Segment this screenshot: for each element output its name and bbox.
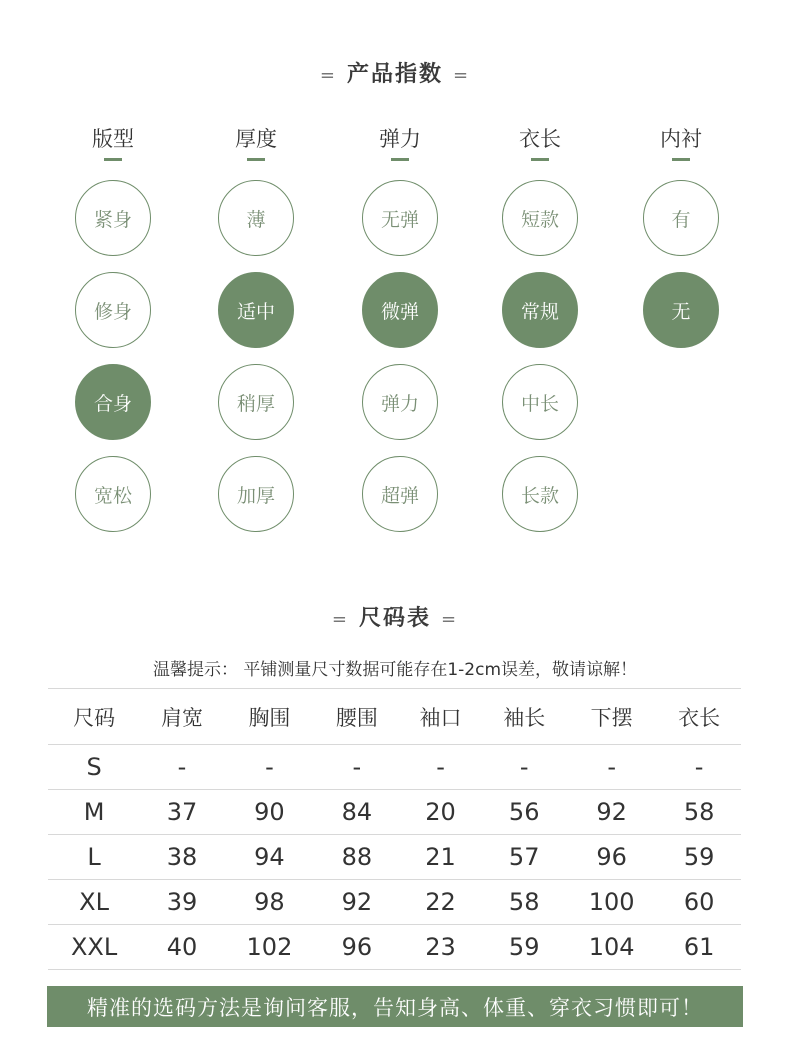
- title-deco-right: =: [453, 65, 471, 86]
- size-chart-title: [0, 601, 790, 632]
- measurement-cell: 92: [566, 790, 657, 835]
- product-index-title: [0, 57, 790, 88]
- title-deco-left: =: [331, 609, 349, 630]
- title-deco-left: =: [319, 65, 337, 86]
- column-header-underline: [247, 158, 265, 161]
- index-option-selected: 无: [643, 272, 719, 348]
- measurement-cell: 39: [140, 880, 224, 925]
- size-table-header-cell: 胸围: [224, 689, 315, 745]
- size-table-header-cell: 下摆: [566, 689, 657, 745]
- measurement-cell: 59: [482, 925, 566, 970]
- size-table: [48, 688, 741, 970]
- measurement-cell: 20: [399, 790, 483, 835]
- measurement-cell: 92: [315, 880, 399, 925]
- index-option: 稍厚: [218, 364, 294, 440]
- table-row: [48, 745, 741, 790]
- size-chart-title-text: 尺码表: [358, 606, 431, 631]
- measurement-cell: 58: [482, 880, 566, 925]
- measurement-cell: 100: [566, 880, 657, 925]
- column-header-underline: [391, 158, 409, 161]
- measurement-cell: 58: [657, 790, 741, 835]
- table-row: [48, 790, 741, 835]
- index-option: 加厚: [218, 456, 294, 532]
- index-option: 宽松: [75, 456, 151, 532]
- size-label-cell: M: [48, 790, 140, 835]
- measurement-cell: 59: [657, 835, 741, 880]
- measurement-cell: -: [657, 745, 741, 790]
- index-column-header: 弹力: [379, 127, 421, 151]
- table-row: [48, 880, 741, 925]
- size-table-header-cell: 肩宽: [140, 689, 224, 745]
- measurement-cell: 21: [399, 835, 483, 880]
- size-table-body: [48, 745, 741, 970]
- measurement-cell: 94: [224, 835, 315, 880]
- measurement-cell: 104: [566, 925, 657, 970]
- index-option: 弹力: [362, 364, 438, 440]
- measurement-cell: 60: [657, 880, 741, 925]
- table-row: [48, 835, 741, 880]
- index-option: 短款: [502, 180, 578, 256]
- measurement-cell: 96: [315, 925, 399, 970]
- measurement-cell: -: [566, 745, 657, 790]
- measurement-cell: 22: [399, 880, 483, 925]
- measurement-cell: -: [140, 745, 224, 790]
- measurement-cell: -: [315, 745, 399, 790]
- size-table-header-cell: 腰围: [315, 689, 399, 745]
- measurement-cell: 88: [315, 835, 399, 880]
- column-header-underline: [104, 158, 122, 161]
- measurement-cell: 23: [399, 925, 483, 970]
- measurement-cell: 102: [224, 925, 315, 970]
- index-option: 有: [643, 180, 719, 256]
- measurement-cell: -: [224, 745, 315, 790]
- column-header-underline: [672, 158, 690, 161]
- title-deco-right: =: [441, 609, 459, 630]
- index-option-selected: 合身: [75, 364, 151, 440]
- measurement-cell: -: [482, 745, 566, 790]
- index-option: 紧身: [75, 180, 151, 256]
- measurement-cell: 56: [482, 790, 566, 835]
- measurement-cell: 37: [140, 790, 224, 835]
- size-table-header-cell: 袖长: [482, 689, 566, 745]
- table-row: [48, 925, 741, 970]
- index-option: 超弹: [362, 456, 438, 532]
- index-column-header: 版型: [92, 127, 134, 151]
- index-option: 中长: [502, 364, 578, 440]
- index-option-selected: 常规: [502, 272, 578, 348]
- measurement-cell: 57: [482, 835, 566, 880]
- index-column-header: 衣长: [519, 127, 561, 151]
- index-option-selected: 微弹: [362, 272, 438, 348]
- column-header-underline: [531, 158, 549, 161]
- size-label-cell: S: [48, 745, 140, 790]
- index-column-header: 内衬: [660, 127, 702, 151]
- measurement-cell: -: [399, 745, 483, 790]
- measurement-cell: 90: [224, 790, 315, 835]
- size-table-header-cell: 袖口: [399, 689, 483, 745]
- index-column-header: 厚度: [235, 127, 277, 151]
- measurement-cell: 61: [657, 925, 741, 970]
- measurement-cell: 84: [315, 790, 399, 835]
- size-table-header-row: [48, 689, 741, 745]
- footer-note: 精准的选码方法是询问客服，告知身高、体重、穿衣习惯即可！: [47, 986, 743, 1027]
- size-table-header-cell: 尺码: [48, 689, 140, 745]
- index-option-selected: 适中: [218, 272, 294, 348]
- size-table-header-cell: 衣长: [657, 689, 741, 745]
- size-label-cell: XXL: [48, 925, 140, 970]
- measurement-cell: 98: [224, 880, 315, 925]
- measurement-cell: 38: [140, 835, 224, 880]
- measurement-cell: 96: [566, 835, 657, 880]
- index-option: 无弹: [362, 180, 438, 256]
- product-index-title-text: 产品指数: [346, 62, 443, 87]
- measurement-tip: 温馨提示： 平铺测量尺寸数据可能存在1-2cm误差，敬请谅解！: [152, 660, 638, 680]
- index-option: 薄: [218, 180, 294, 256]
- index-option: 长款: [502, 456, 578, 532]
- size-label-cell: XL: [48, 880, 140, 925]
- measurement-cell: 40: [140, 925, 224, 970]
- index-option: 修身: [75, 272, 151, 348]
- size-label-cell: L: [48, 835, 140, 880]
